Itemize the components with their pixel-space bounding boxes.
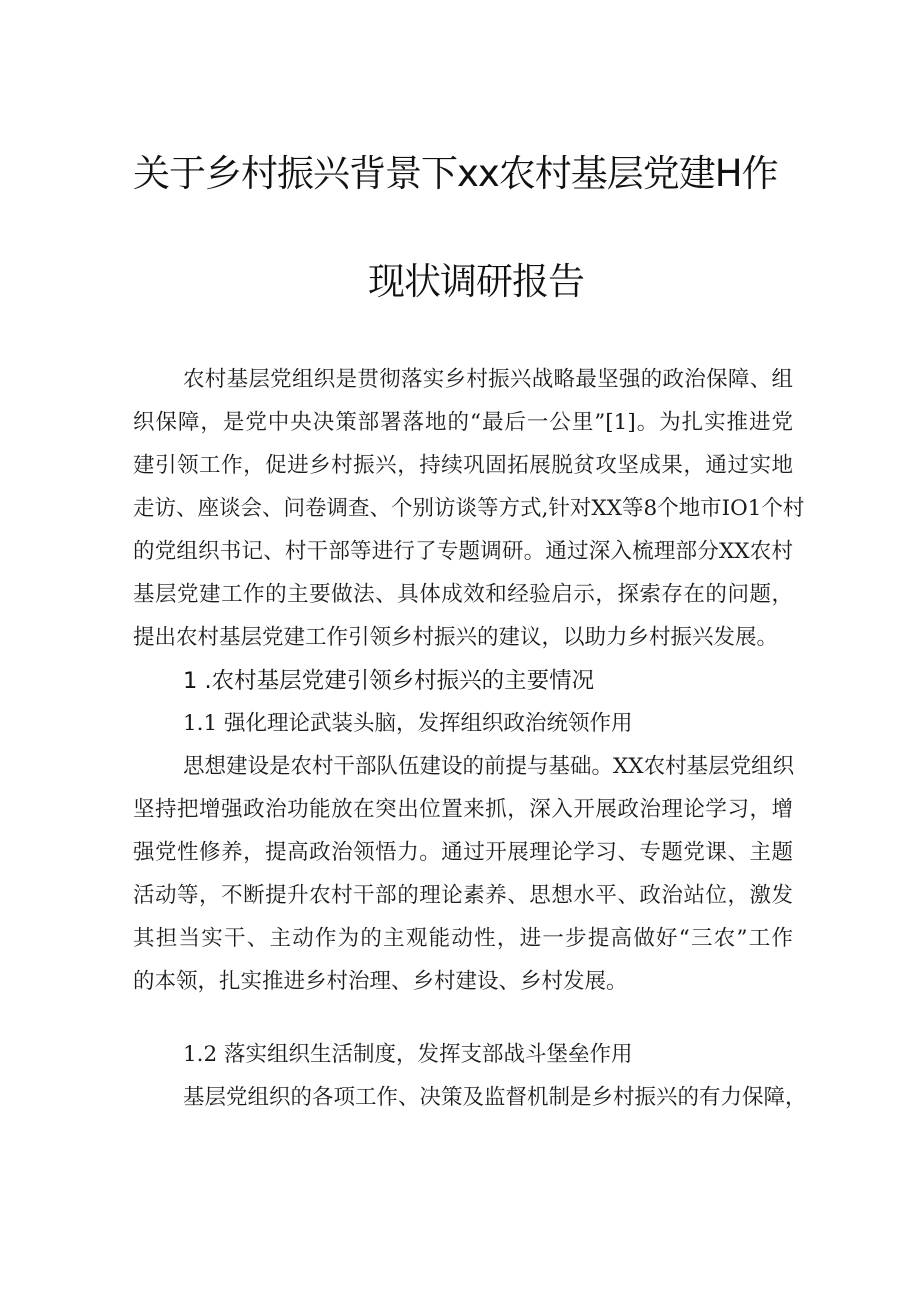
section-1-1-line-3: 强党性修养，提高政治领悟力。通过开展理论学习、专题党课、主题 <box>133 840 793 865</box>
section-1-2-line-1: 基层党组织的各项工作、决策及监督机制是乡村振兴的有力保障， <box>183 1085 807 1110</box>
section-1-1-heading: 1.1 强化理论武装头脑，发挥组织政治统领作用 <box>183 711 633 736</box>
intro-line-7: 提出农村基层党建工作引领乡村振兴的建议，以助力乡村振兴发展。 <box>133 625 779 650</box>
intro-line-2: 织保障，是党中央决策部署落地的“最后一公里”[1]。为扎实推进党 <box>133 410 793 435</box>
section-1-2-heading: 1.2 落实组织生活制度，发挥支部战斗堡垒作用 <box>183 1042 633 1067</box>
intro-line-6: 基层党建工作的主要做法、具体成效和经验启示，探索存在的问题， <box>133 582 793 607</box>
section-1-1-line-2: 坚持把增强政治功能放在突出位置来抓，深入开展政治理论学习，增 <box>133 797 793 822</box>
report-title-line-2: 现状调研报告 <box>368 260 584 303</box>
section-1-heading: 1 .农村基层党建引领乡村振兴的主要情况 <box>183 668 595 694</box>
intro-line-4: 走访、座谈会、问卷调查、个别访谈等方式,针对XX等8个地市IO1个村 <box>133 496 805 521</box>
section-1-1-line-6: 的本领，扎实推进乡村治理、乡村建设、乡村发展。 <box>133 969 628 994</box>
intro-line-5: 的党组织书记、村干部等进行了专题调研。通过深入梳理部分XX农村 <box>133 539 793 564</box>
section-1-1-line-5: 其担当实干、主动作为的主观能动性，进一步提高做好“三农”工作 <box>133 926 793 951</box>
section-1-1-line-1: 思想建设是农村干部队伍建设的前提与基础。XX农村基层党组织 <box>183 754 795 779</box>
section-1-1-line-4: 活动等，不断提升农村干部的理论素养、思想水平、政治站位，激发 <box>133 883 793 908</box>
report-title-line-1: 关于乡村振兴背景下xx农村基层党建H作 <box>133 152 778 195</box>
intro-line-3: 建引领工作，促进乡村振兴，持续巩固拓展脱贫攻坚成果，通过实地 <box>133 453 793 478</box>
intro-line-1: 农村基层党组织是贯彻落实乡村振兴战略最坚强的政治保障、组 <box>183 367 793 392</box>
